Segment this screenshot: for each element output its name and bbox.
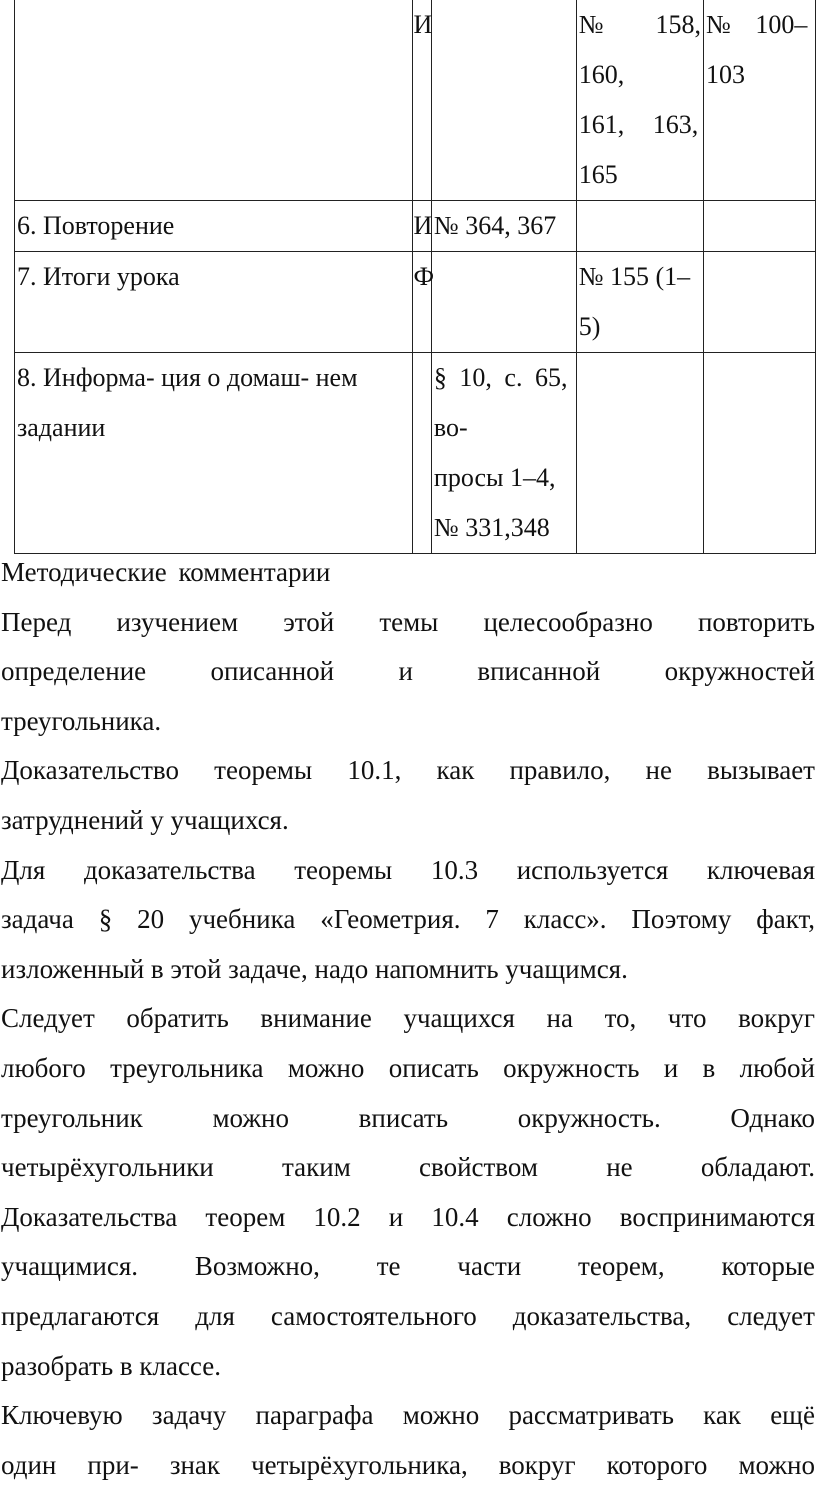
word: на <box>546 1003 573 1034</box>
word: задача <box>1 904 74 935</box>
justified-line <box>1 1292 815 1342</box>
comment-paragraph <box>1 1391 815 1490</box>
word: этой <box>283 606 335 637</box>
word: 7 <box>485 904 499 935</box>
word: которые <box>721 1251 815 1282</box>
comment-paragraph <box>1 598 815 747</box>
comments-heading: Методические комментарии <box>1 557 331 587</box>
word: сложно <box>506 1201 592 1232</box>
justified-line <box>1 598 815 648</box>
tasks-cell <box>576 353 703 554</box>
tasks-cell: № 100– 103 <box>704 0 816 201</box>
form-cell: Ф <box>413 252 431 353</box>
justified-line <box>1 846 815 896</box>
word: четырёхугольника, <box>251 1449 468 1480</box>
word: рассматривать <box>508 1400 674 1431</box>
word: 158, <box>655 10 702 39</box>
word: Ключевую <box>1 1400 123 1431</box>
lesson-plan-table <box>14 0 816 554</box>
word: обладают. <box>700 1152 815 1183</box>
form-cell: И <box>413 201 431 252</box>
word: можно <box>738 1449 815 1480</box>
word: те <box>376 1251 401 1282</box>
word: треугольник <box>1 1102 143 1133</box>
word: Доказательства <box>1 1201 178 1232</box>
word: воспринимаются <box>619 1201 815 1232</box>
word: свойством <box>419 1152 538 1183</box>
tasks-cell: № 158, 160, 161, 163, 165 <box>576 0 703 201</box>
word: как <box>703 1400 741 1431</box>
justified-line <box>1 1094 815 1144</box>
word: предлагаются <box>1 1300 160 1331</box>
justified-line <box>1 994 815 1044</box>
word: любого <box>1 1052 86 1083</box>
stage-cell: 8. Информа- ция о домаш- нем задании <box>15 353 413 554</box>
word: вызывает <box>707 755 815 786</box>
word: вписанной <box>477 656 601 687</box>
word: части <box>457 1251 522 1282</box>
tasks-cell <box>576 201 703 252</box>
word: Доказательство <box>1 755 179 786</box>
word: Возможно, <box>194 1251 320 1282</box>
tasks-cell <box>431 0 576 201</box>
word: следует <box>727 1300 815 1331</box>
word: § <box>98 904 113 935</box>
word: ещё <box>770 1400 815 1431</box>
word: доказательства <box>83 854 256 885</box>
tasks-cell <box>704 252 816 353</box>
form-cell <box>413 353 431 554</box>
word: теоремы <box>294 854 393 885</box>
word: 10.3 <box>430 854 479 885</box>
word: целесообразно <box>483 606 653 637</box>
word: Перед <box>1 606 72 637</box>
word: учебника <box>188 904 296 935</box>
word: темы <box>379 606 439 637</box>
word: ключевая <box>706 854 815 885</box>
word: можно <box>212 1102 289 1133</box>
table-row <box>15 0 816 201</box>
word: и <box>663 1052 679 1083</box>
word: «Геометрия. <box>320 904 461 935</box>
word: внимание <box>260 1003 372 1034</box>
stage-cell: 7. Итоги урока <box>15 252 413 353</box>
table-row <box>15 353 816 554</box>
comment-paragraph <box>1 994 815 1391</box>
tasks-cell <box>704 201 816 252</box>
last-line: треугольника. <box>1 705 162 736</box>
comment-paragraph <box>1 746 815 845</box>
word: задачу <box>151 1400 227 1431</box>
word: 10.2 <box>313 1201 361 1232</box>
tasks-cell: № 364, 367 <box>431 201 576 252</box>
justified-line <box>1 895 815 945</box>
word: учащихся <box>403 1003 515 1034</box>
word: повторить <box>697 606 815 637</box>
stage-cell <box>15 0 413 201</box>
tasks-cell: № 155 (1– 5) <box>576 252 703 353</box>
word: изучением <box>116 606 239 637</box>
word: определение <box>1 656 147 687</box>
word: что <box>667 1003 707 1034</box>
word: как <box>436 755 475 786</box>
word: для <box>195 1300 235 1331</box>
word: Однако <box>730 1102 815 1133</box>
word: можно <box>402 1400 480 1431</box>
justified-line <box>1 1242 815 1292</box>
word: не <box>645 755 672 786</box>
word: 20 <box>137 904 165 935</box>
word: которого <box>606 1449 708 1480</box>
table-row <box>15 201 816 252</box>
word: не <box>606 1152 633 1183</box>
word: правило, <box>509 755 611 786</box>
word: факт, <box>756 904 815 935</box>
word: 10.1, <box>347 755 402 786</box>
form-cell: И <box>413 0 431 201</box>
word: используется <box>516 854 669 885</box>
tasks-cell: § 10, с. 65, во- просы 1–4, № 331,348 <box>431 353 576 554</box>
word: вокруг <box>738 1003 815 1034</box>
word: Поэтому <box>631 904 732 935</box>
word: описанной <box>210 656 335 687</box>
word: окружность. <box>517 1102 661 1133</box>
word: четырёхугольники <box>1 1152 214 1183</box>
last-line: разобрать в классе. <box>1 1350 221 1381</box>
word: 10.4 <box>431 1201 479 1232</box>
justified-line <box>1 1441 815 1491</box>
stage-cell: 6. Повторение <box>15 201 413 252</box>
word: обратить <box>126 1003 229 1034</box>
justified-line <box>1 647 815 697</box>
word: знак <box>169 1449 221 1480</box>
word: и <box>388 1201 404 1232</box>
last-line: затруднений у учащихся. <box>1 804 289 835</box>
word: Для <box>1 854 46 885</box>
word: можно <box>287 1052 365 1083</box>
table-row <box>15 252 816 353</box>
word: доказательства, <box>512 1300 692 1331</box>
word: вокруг <box>498 1449 576 1480</box>
word: № <box>578 10 604 39</box>
justified-line <box>1 1193 815 1243</box>
comment-paragraph <box>1 846 815 995</box>
word: параграфа <box>255 1400 374 1431</box>
word: окружность <box>503 1052 640 1083</box>
word: таким <box>282 1152 351 1183</box>
word: то, <box>604 1003 637 1034</box>
word: окружностей <box>664 656 815 687</box>
word: треугольника <box>110 1052 264 1083</box>
word: в <box>702 1052 716 1083</box>
justified-line <box>1 1391 815 1441</box>
word: учащимися. <box>1 1251 138 1282</box>
word: теорем <box>205 1201 286 1232</box>
word: вписать <box>358 1102 449 1133</box>
word: Следует <box>1 1003 95 1034</box>
justified-line <box>1 1143 815 1193</box>
word: теорем, <box>578 1251 665 1282</box>
word: один <box>1 1449 57 1480</box>
justified-line <box>1 746 815 796</box>
word: самостоятельного <box>270 1300 477 1331</box>
word: любой <box>739 1052 815 1083</box>
word: и <box>398 656 413 687</box>
tasks-cell <box>704 353 816 554</box>
word: класс». <box>523 904 607 935</box>
tasks-cell <box>431 252 576 353</box>
word: при- <box>87 1449 139 1480</box>
justified-line <box>1 1044 815 1094</box>
last-line: изложенный в этой задаче, надо напомнить учащимся. <box>1 953 628 984</box>
word: описать <box>388 1052 479 1083</box>
methodical-comments <box>1 548 815 1490</box>
word: теоремы <box>214 755 313 786</box>
